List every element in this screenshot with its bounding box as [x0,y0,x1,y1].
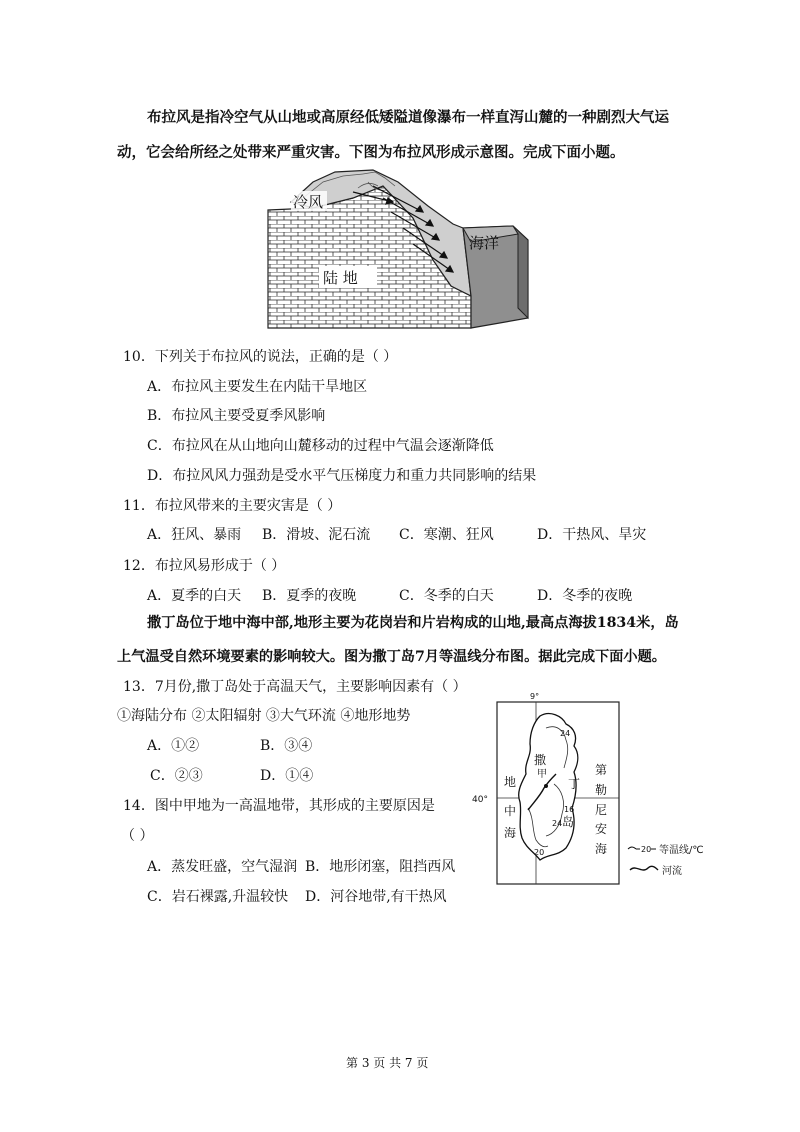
sea-west-char-2: 中 [504,804,517,818]
isotherm-24-north: 24 [560,729,571,738]
place-jia: 甲 [537,769,547,780]
q11-stem: 11．布拉风带来的主要灾害是（ ） [123,498,342,514]
sea-east-char-1: 第 [595,763,608,777]
isotherm-24-south: 24 [552,819,563,828]
q10-stem: 10．下列关于布拉风的说法，正确的是（ ） [123,349,398,365]
q12-option-a: A．夏季的白天 [147,588,242,604]
legend-isotherm: 等温线/℃ [659,845,704,856]
page-number: 第 3 页 共 7 页 [346,1056,429,1070]
latitude-label: 40° [472,795,488,805]
intro2-line-1: 撒丁岛位于地中海中部,地形主要为花岗岩和片岩构成的山地,最高点海拔1834米，岛 [147,615,679,631]
q12-option-c: C．冬季的白天 [399,588,494,604]
isotherm-16: 16 [564,805,575,814]
intro-line-1: 布拉风是指冷空气从山地或高原经低矮隘道像瀑布一样直泻山麓的一种剧烈大气运 [147,109,669,126]
q12-option-b: B．夏季的夜晚 [262,588,357,604]
sea-east-char-5: 海 [595,842,608,856]
legend-river: 河流 [662,866,682,877]
q11-option-d: D．干热风、旱灾 [537,527,647,543]
q12-stem: 12．布拉风易形成于（ ） [123,558,286,574]
q13-stem: 13．7月份,撒丁岛处于高温天气，主要影响因素有（ ） [123,679,467,695]
q14-stem: 14．图中甲地为一高温地带，其形成的主要原因是 [123,798,435,814]
q11-option-c: C．寒潮、狂风 [399,527,494,543]
bora-wind-diagram [263,168,533,330]
longitude-label: 9° [530,692,540,701]
q13-option-c: C．②③ [150,768,203,784]
legend-isotherm-value: 20 [641,845,652,854]
sardinia-isotherm-map [470,688,710,888]
q12-option-d: D．冬季的夜晚 [537,588,633,604]
island-char-2: 丁 [568,777,581,791]
label-cold-wind: 冷风 [293,193,324,211]
q14-option-a: A．蒸发旺盛，空气湿润 [147,859,298,875]
isotherm-20: 20 [534,848,545,857]
intro2-line-2: 上气温受自然环境要素的影响较大。图为撒丁岛7月等温线分布图。据此完成下面小题。 [117,649,666,665]
q14-option-c: C．岩石裸露,升温较快 [147,889,289,905]
label-ocean: 海洋 [469,234,500,252]
sea-east-char-4: 安 [595,822,608,836]
q11-option-b: B．滑坡、泥石流 [262,527,371,543]
q13-option-d: D．①④ [260,768,314,784]
label-land: 陆 地 [323,269,358,287]
river-legend-icon [630,866,658,870]
intro-line-2: 动，它会给所经之处带来严重灾害。下图为布拉风形成示意图。完成下面小题。 [117,144,625,161]
q13-factors: ①海陆分布 ②太阳辐射 ③大气环流 ④地形地势 [117,708,411,724]
island-char-1: 撒 [534,753,547,767]
q10-option-a: A．布拉风主要发生在内陆干旱地区 [147,379,368,395]
q14-option-b: B．地形闭塞，阻挡西风 [305,859,456,875]
q14-stem-paren: （ ） [121,828,154,844]
q13-option-a: A．①② [147,738,200,754]
sea-west-char-3: 海 [504,826,517,840]
sea-east-char-2: 勒 [595,783,608,797]
sea-west-char-1: 地 [504,775,517,789]
q10-option-b: B．布拉风主要受夏季风影响 [147,408,326,424]
q10-option-c: C．布拉风在从山地向山麓移动的过程中气温会逐渐降低 [147,438,494,454]
q14-option-d: D．河谷地带,有干热风 [305,889,447,905]
q11-option-a: A．狂风、暴雨 [147,527,242,543]
q10-option-d: D．布拉风风力强劲是受水平气压梯度力和重力共同影响的结果 [147,468,537,484]
island-char-3: 岛 [562,815,575,829]
sea-east-char-3: 尼 [595,803,608,817]
q13-option-b: B．③④ [260,738,313,754]
